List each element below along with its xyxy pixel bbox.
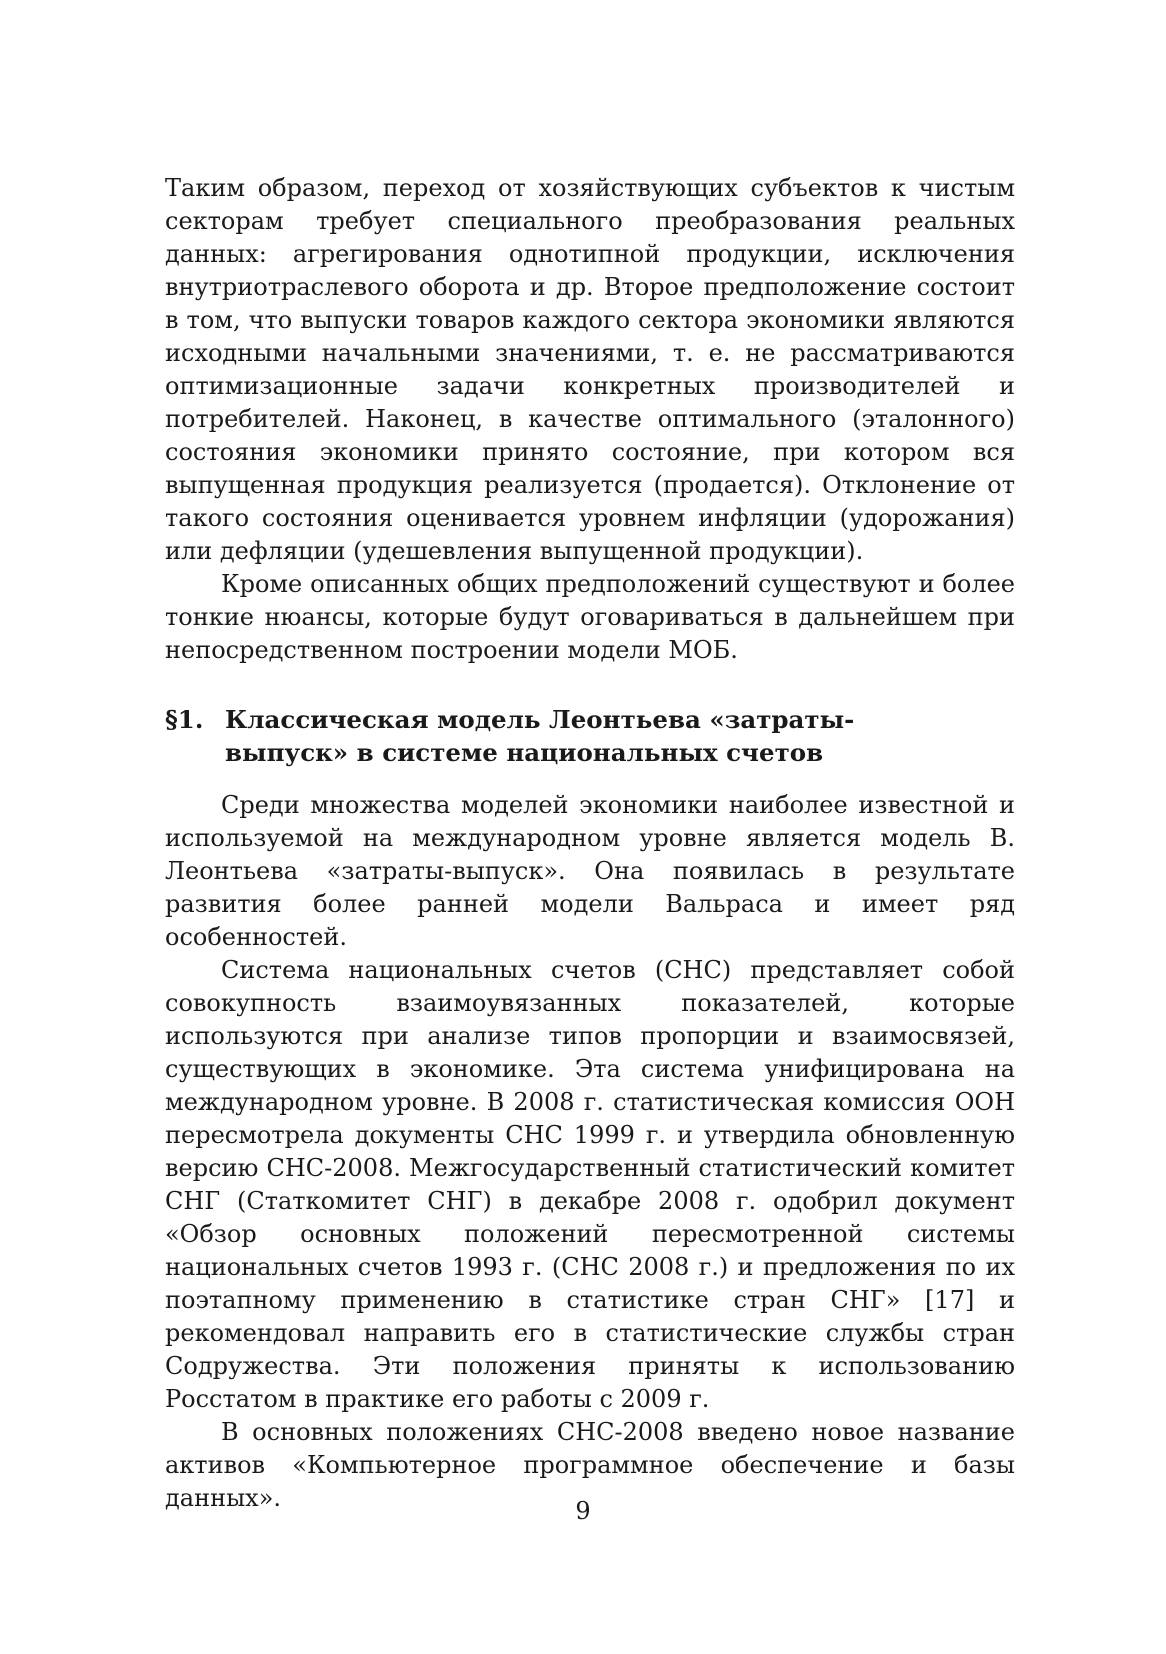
section-title: Классическая модель Леонтьева «затраты-выпуск» в системе национальных счетов xyxy=(225,705,855,767)
page-number: 9 xyxy=(575,1497,591,1525)
paragraph-leontief-model: Среди множества моделей экономики наиболее известной и используемой на международном уровне является модель В. Леонтьева «затраты-выпуск». Она появилась в результате развития более ранней модели Вальраса и имеет ряд особенностей. xyxy=(165,791,1015,951)
paragraph-nuances: Кроме описанных общих предположений существуют и более тонкие нюансы, которые будут оговариваться в дальнейшем при непосредственном построении модели МОБ. xyxy=(165,570,1015,664)
paragraph-sna-system: Система национальных счетов (СНС) представляет собой совокупность взаимоувязанных показателей, которые используются при анализе типов пропорции и взаимосвязей, существующих в экономике. Эта система унифицирована на международном уровне. В 2008 г. статистическая комиссия ООН пересмотрела документы СНС 1999 г. и утвердила обновленную версию СНС-2008. Межгосударственный статистический комитет СНГ (Статкомитет СНГ) в декабре 2008 г. одобрил документ «Обзор основных положений пересмотренной системы национальных счетов 1993 г. (СНС 2008 г.) и предложения по их поэтапному применению в статистике стран СНГ» [17] и рекомендовал направить его в статистические службы стран Содружества. Эти положения приняты к использованию Росстатом в практике его работы с 2009 г. xyxy=(165,956,1015,1413)
paragraph-intro-continued: Таким образом, переход от хозяйствующих субъектов к чистым секторам требует специального преобразования реальных данных: агрегирования однотипной продукции, исключения внутриотраслевого оборота и др. Второе предположение состоит в том, что выпуски товаров каждого сектора экономики являются исходными начальными значениями, т. е. не рассматриваются оптимизационные задачи конкретных производителей и потребителей. Наконец, в качестве оптимального (эталонного) состояния экономики принято состояние, при котором вся выпущенная продукция реализуется (продается). Отклонение от такого состояния оценивается уровнем инфляции (удорожания) или дефляции (удешевления выпущенной продукции). xyxy=(165,174,1015,565)
section-heading xyxy=(165,703,1015,769)
page-content xyxy=(165,172,1015,1515)
paragraph-sna-2008: В основных положениях СНС-2008 введено новое название активов «Компьютерное программное обеспечение и базы данных». xyxy=(165,1418,1015,1512)
section-number: §1. xyxy=(165,705,204,734)
